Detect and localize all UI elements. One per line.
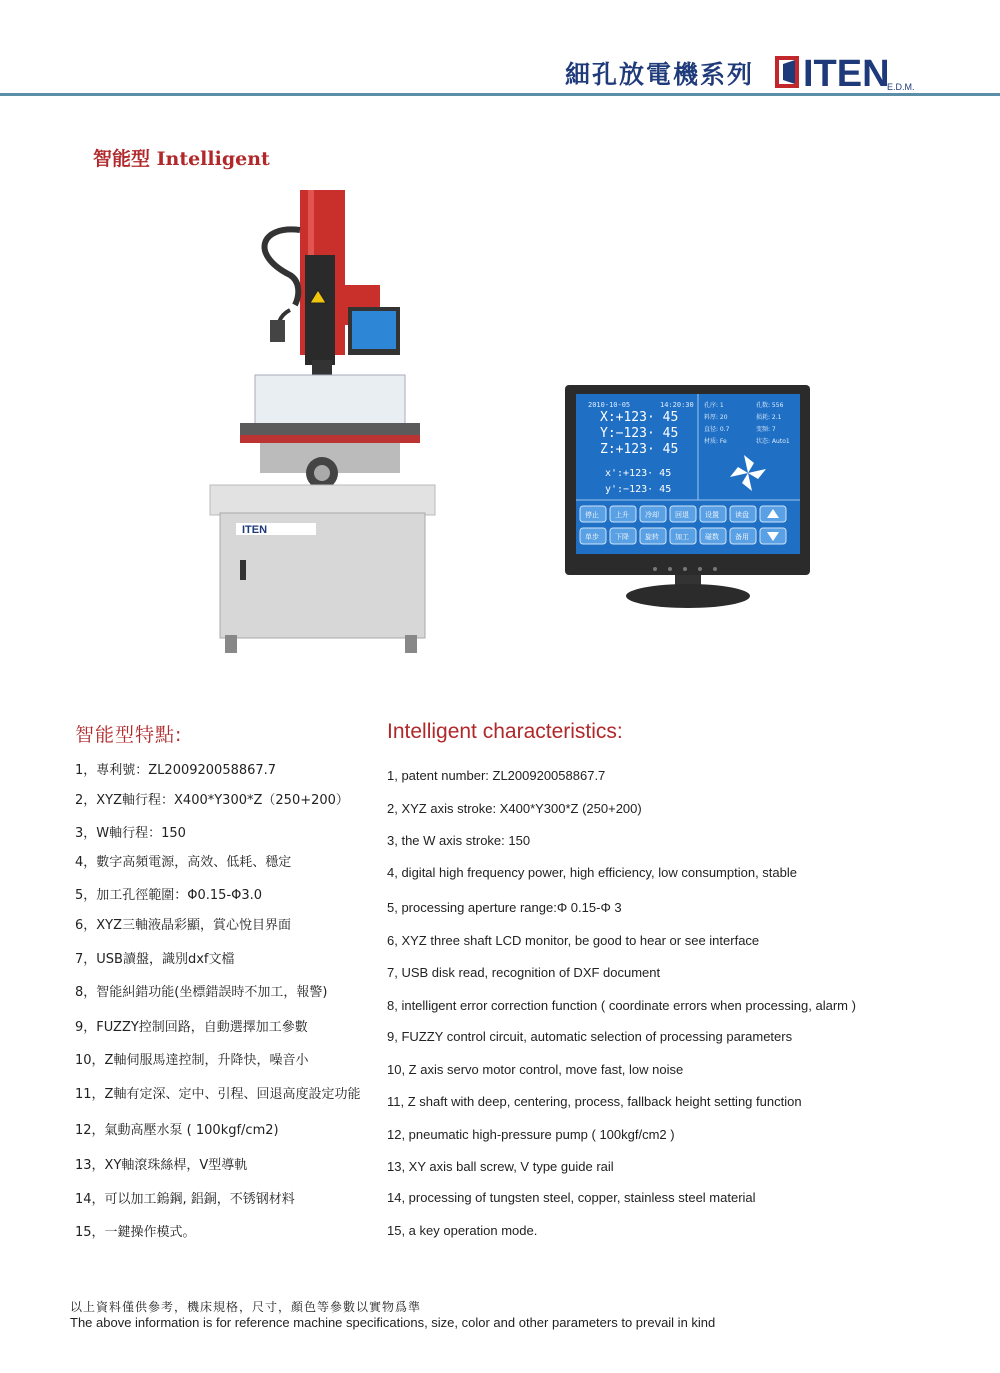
en-feature-item: 5, processing aperture range:Φ 0.15-Φ 3 xyxy=(387,900,622,915)
screen-button: 设置 xyxy=(705,511,719,519)
zh-characteristics-heading: 智能型特點: xyxy=(75,724,183,746)
screen-info: 孔数: 556 xyxy=(756,402,784,409)
zh-feature-item: 11，Z軸有定深、定中、引程、回退高度設定功能 xyxy=(75,1087,361,1102)
en-characteristics-heading: Intelligent characteristics: xyxy=(387,720,623,743)
edm-machine-image xyxy=(200,185,440,665)
screen-info: 材质: Fe xyxy=(704,438,727,445)
screen-info: 损耗: 2.1 xyxy=(756,414,782,421)
en-feature-item: 7, USB disk read, recognition of DXF document xyxy=(387,965,661,980)
footer-note-zh: 以上資料僅供參考，機床規格，尺寸，顏色等參數以實物爲準 xyxy=(70,1300,422,1314)
screen-button: 上升 xyxy=(615,511,629,519)
zh-feature-item: 12，氣動高壓水泵 ( 100kgf/cm2) xyxy=(75,1123,279,1138)
en-feature-item: 8, intelligent error correction function ( coordinate errors when processing, alarm ) xyxy=(387,998,856,1013)
zh-feature-item: 4，數字高頻電源，高效、低耗、穩定 xyxy=(75,855,292,870)
screen-info: 变频: 7 xyxy=(756,426,776,433)
screen-info: 料厚: 20 xyxy=(704,414,728,421)
screen-coord-x: X:+123· 45 xyxy=(600,410,679,425)
screen-subcoord-x: x':+123· 45 xyxy=(605,468,672,479)
zh-feature-item: 7，USB讀盤，識別dxf文檔 xyxy=(75,952,235,967)
en-feature-item: 15, a key operation mode. xyxy=(387,1223,538,1238)
screen-info: 直径: 0.7 xyxy=(704,426,730,433)
iten-logo xyxy=(775,48,935,92)
en-feature-item: 4, digital high frequency power, high efficiency, low consumption, stable xyxy=(387,865,797,880)
screen-button: 备用 xyxy=(735,533,749,541)
zh-feature-item: 8，智能糾錯功能(坐標錯誤時不加工，報警) xyxy=(75,985,328,1000)
screen-info: 状态: Auto1 xyxy=(756,438,790,445)
screen-button: 读盘 xyxy=(735,511,749,519)
en-feature-item: 3, the W axis stroke: 150 xyxy=(387,833,531,848)
en-feature-item: 14, processing of tungsten steel, copper, stainless steel material xyxy=(387,1190,756,1205)
series-title: 細孔放電機系列 xyxy=(565,60,755,89)
screen-button: 回退 xyxy=(675,511,689,519)
screen-button: 碰数 xyxy=(705,533,719,541)
screen-button: 旋转 xyxy=(645,533,659,541)
screen-button: 冷却 xyxy=(645,511,659,519)
screen-subcoord-y: y':−123· 45 xyxy=(605,484,672,495)
screen-button: 单步 xyxy=(585,533,599,541)
screen-button: 加工 xyxy=(675,533,689,541)
en-feature-item: 6, XYZ three shaft LCD monitor, be good to hear or see interface xyxy=(387,933,760,948)
screen-coord-z: Z:+123· 45 xyxy=(600,442,679,457)
zh-feature-item: 9，FUZZY控制回路，自動選擇加工參數 xyxy=(75,1020,308,1035)
en-feature-item: 1, patent number: ZL200920058867.7 xyxy=(387,768,606,783)
zh-feature-item: 13，XY軸滾珠絲桿，V型導軌 xyxy=(75,1158,248,1173)
footer-note-en: The above information is for reference machine specifications, size, color and other parameters to prevail in kind xyxy=(70,1315,716,1330)
screen-info: 孔序: 1 xyxy=(704,402,724,409)
screen-time: 14:20:30 xyxy=(660,401,694,409)
zh-feature-item: 10，Z軸伺服馬達控制，升降快，噪音小 xyxy=(75,1053,309,1068)
machine-badge: ITEN xyxy=(242,524,268,536)
control-monitor-image xyxy=(560,380,815,610)
screen-button: 停止 xyxy=(585,511,599,519)
zh-feature-item: 5，加工孔徑範圍：Φ0.15-Φ3.0 xyxy=(75,888,263,903)
screen-coord-y: Y:−123· 45 xyxy=(600,426,679,441)
page-subtitle: 智能型 Intelligent xyxy=(93,148,270,170)
en-feature-item: 13, XY axis ball screw, V type guide rail xyxy=(387,1159,614,1174)
zh-feature-item: 3，W軸行程：150 xyxy=(75,826,186,841)
screen-button: 下降 xyxy=(615,533,629,541)
en-feature-item: 9, FUZZY control circuit, automatic selection of processing parameters xyxy=(387,1029,793,1044)
brand-text: ITEN xyxy=(803,53,890,92)
zh-feature-item: 14，可以加工鎢鋼, 鋁銅，不锈钢材料 xyxy=(75,1192,295,1207)
en-feature-item: 11, Z shaft with deep, centering, process, fallback height setting function xyxy=(387,1094,802,1109)
zh-feature-item: 2，XYZ軸行程：X400*Y300*Z（250+200） xyxy=(75,793,349,808)
en-feature-item: 10, Z axis servo motor control, move fast, low noise xyxy=(387,1062,684,1077)
zh-feature-item: 15，一鍵操作模式。 xyxy=(75,1225,196,1240)
zh-feature-item: 1，專利號：ZL200920058867.7 xyxy=(75,763,277,778)
en-feature-item: 12, pneumatic high-pressure pump ( 100kgf/cm2 ) xyxy=(387,1127,675,1142)
header-rule xyxy=(0,93,1000,96)
en-feature-item: 2, XYZ axis stroke: X400*Y300*Z (250+200) xyxy=(387,801,642,816)
brand-sub-text: E.D.M. xyxy=(887,82,915,92)
screen-date: 2010-10-05 xyxy=(588,401,631,409)
zh-feature-item: 6，XYZ三軸液晶彩顯，賞心悅目界面 xyxy=(75,918,292,933)
